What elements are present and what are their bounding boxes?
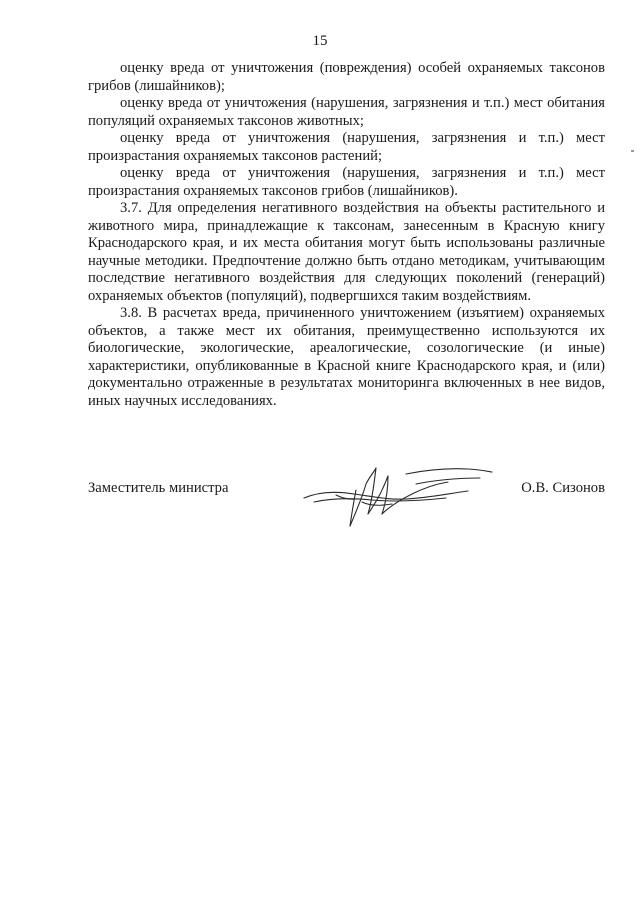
section-3-7: 3.7. Для определения негативного воздействия на объекты растительного и животного мира, принадлежащие к таксонам, занесенным в Красную книгу Краснодарского края, и их места обитания могут быть использованы различные научные методики. Предпочтение должно быть отдано методикам, учитывающим последствие негативного воздействия для следующих поколений (генераций) охраняемых объектов (популяций), подвергшихся таким воздействиям. [88, 200, 605, 304]
page-number: 15 [312, 33, 328, 49]
handwritten-signature [296, 454, 516, 534]
signature-block [88, 478, 605, 538]
section-3-8: 3.8. В расчетах вреда, причиненного уничтожением (изъятием) охраняемых объектов, а также мест их обитания, преимущественно используются их биологические, экологические, ареалогические, созологические (и иные) характеристики, опубликованные в Красной книге Краснодарского края, и (или) документально отраженные в результатах мониторинга включенных в нее видов, иных научных исследованиях. [88, 305, 605, 409]
signatory-name: О.В. Сизонов [521, 480, 605, 496]
damage-assessment-fungi-specimens: оценку вреда от уничтожения (повреждения) особей охраняемых таксонов грибов (лишайников); [88, 60, 605, 94]
signatory-position: Заместитель министра [88, 480, 229, 496]
scan-mark [631, 150, 634, 152]
damage-assessment-fungi-habitats: оценку вреда от уничтожения (нарушения, загрязнения и т.п.) мест произрастания охраняемых таксонов грибов (лишайников). [88, 165, 605, 199]
damage-assessment-plant-habitats: оценку вреда от уничтожения (нарушения, загрязнения и т.п.) мест произрастания охраняемых таксонов растений; [88, 130, 605, 164]
damage-assessment-animal-habitats: оценку вреда от уничтожения (нарушения, загрязнения и т.п.) мест обитания популяций охраняемых таксонов животных; [88, 95, 605, 129]
document-body [88, 60, 605, 410]
